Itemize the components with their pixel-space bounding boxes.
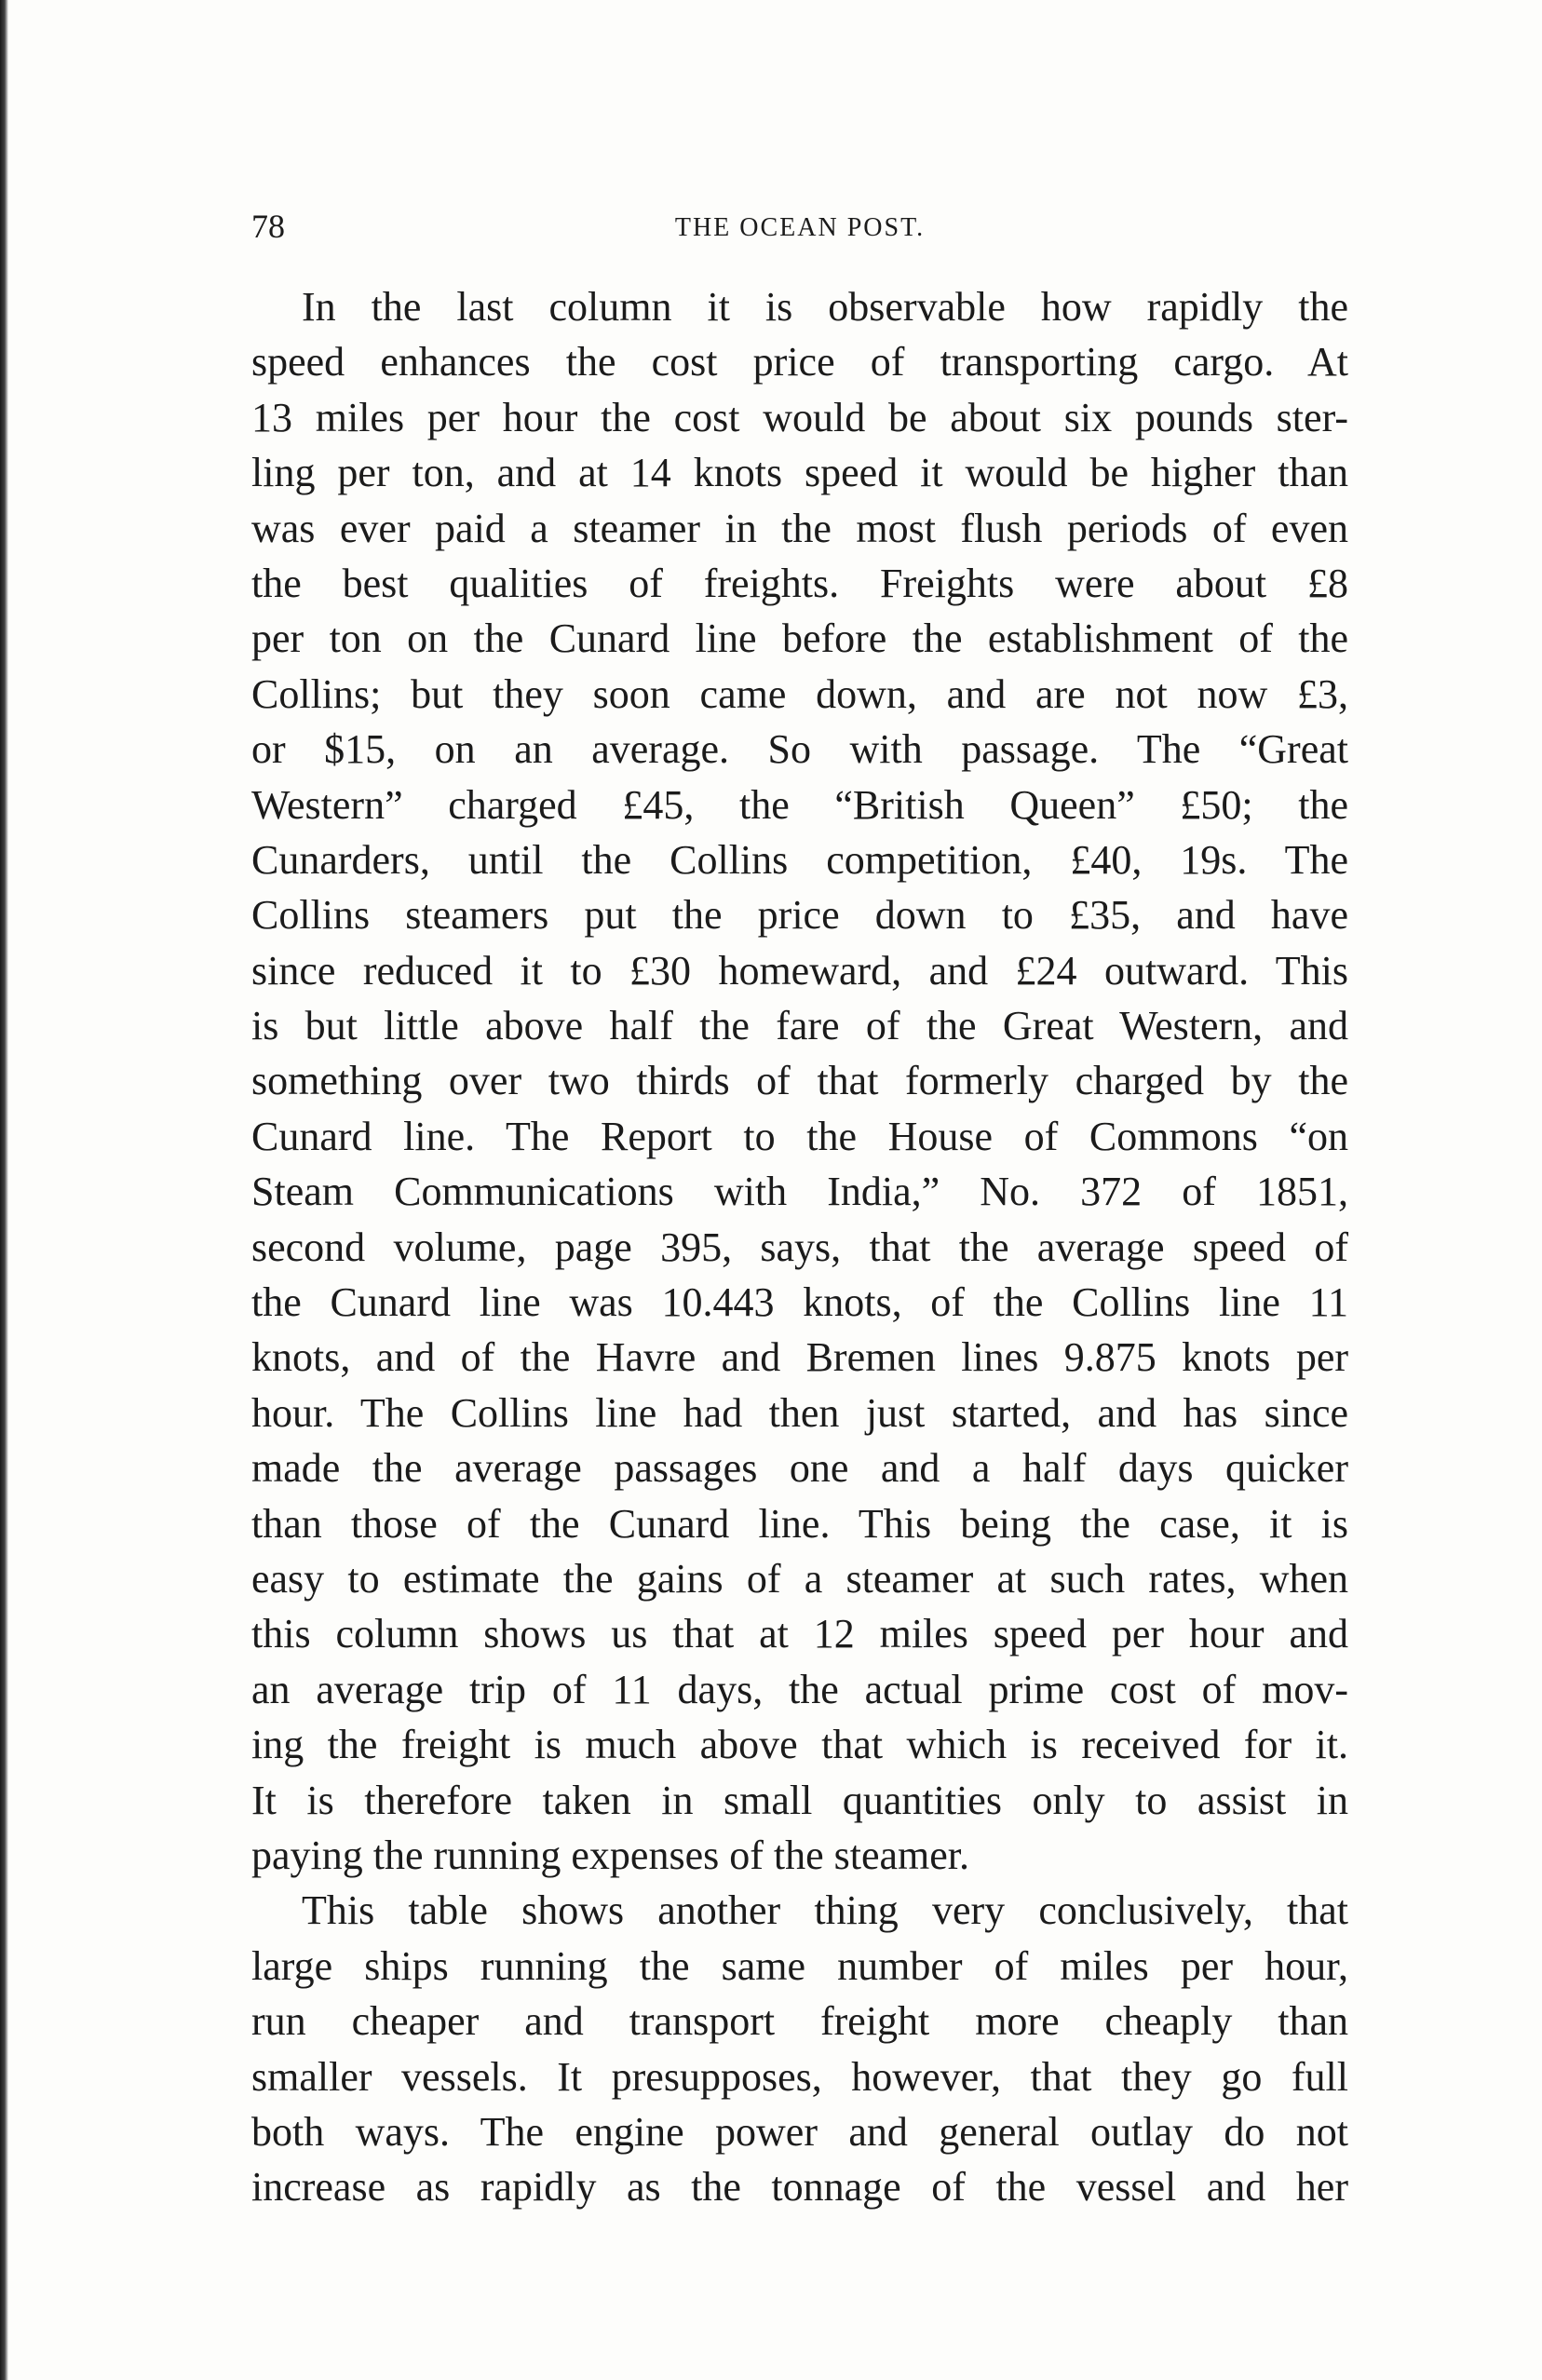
text-line: per ton on the Cunard line before the establishment of the bbox=[251, 615, 1348, 662]
text-line: than those of the Cunard line. This being the case, it is bbox=[251, 1500, 1348, 1547]
text-line: the best qualities of freights. Freights were about £8 bbox=[251, 560, 1348, 606]
text-line: Cunard line. The Report to the House of Commons “on bbox=[251, 1113, 1348, 1159]
text-line: In the last column it is observable how rapidly the bbox=[302, 284, 1348, 330]
text-line: It is therefore taken in small quantities only to assist in bbox=[251, 1777, 1348, 1823]
body-text bbox=[251, 279, 1348, 2215]
text-line: made the average passages one and a half days quicker bbox=[251, 1445, 1348, 1492]
text-line: Collins steamers put the price down to £35, and have bbox=[251, 892, 1348, 939]
text-line: Steam Communications with India,” No. 372 of 1851, bbox=[251, 1169, 1348, 1215]
text-line: Western” charged £45, the “British Queen” £50; the bbox=[251, 781, 1348, 828]
text-line: run cheaper and transport freight more cheaply than bbox=[251, 1998, 1348, 2045]
text-line: was ever paid a steamer in the most flush periods of even bbox=[251, 505, 1348, 551]
paragraph bbox=[251, 1883, 1348, 2214]
text-line: This table shows another thing very conclusively, that bbox=[302, 1887, 1348, 1934]
text-line: smaller vessels. It presupposes, however, that they go full bbox=[251, 2053, 1348, 2100]
text-line: increase as rapidly as the tonnage of the vessel and her bbox=[251, 2164, 1348, 2211]
page-number: 78 bbox=[251, 208, 285, 245]
text-line: or $15, on an average. So with passage. The “Great bbox=[251, 726, 1348, 773]
text-line: ing the freight is much above that which is received for it. bbox=[251, 1722, 1348, 1768]
text-line: paying the running expenses of the steamer. bbox=[251, 1832, 970, 1878]
text-line: an average trip of 11 days, the actual prime cost of mov- bbox=[251, 1666, 1348, 1712]
text-line: ling per ton, and at 14 knots speed it would be higher than bbox=[251, 450, 1348, 496]
paragraph bbox=[251, 279, 1348, 1883]
text-line: knots, and of the Havre and Bremen lines 9.875 knots per bbox=[251, 1334, 1348, 1381]
running-head bbox=[251, 203, 1348, 250]
text-line: speed enhances the cost price of transporting cargo. At bbox=[251, 339, 1348, 385]
text-line: large ships running the same number of miles per hour, bbox=[251, 1942, 1348, 1989]
text-line: is but little above half the fare of the Great Western, and bbox=[251, 1003, 1348, 1049]
text-line: second volume, page 395, says, that the average speed of bbox=[251, 1224, 1348, 1270]
text-line: Collins; but they soon came down, and are not now £3, bbox=[251, 670, 1348, 717]
running-title: THE OCEAN POST. bbox=[674, 213, 926, 242]
page-edge-shadow bbox=[0, 0, 8, 2380]
text-line: since reduced it to £30 homeward, and £24 outward. This bbox=[251, 947, 1348, 994]
text-line: this column shows us that at 12 miles speed per hour and bbox=[251, 1611, 1348, 1657]
text-line: Cunarders, until the Collins competition, £40, 19s. The bbox=[251, 836, 1348, 883]
text-line: both ways. The engine power and general outlay do not bbox=[251, 2108, 1348, 2155]
text-line: the Cunard line was 10.443 knots, of the Collins line 11 bbox=[251, 1279, 1348, 1326]
text-line: hour. The Collins line had then just started, and has since bbox=[251, 1389, 1348, 1436]
text-line: 13 miles per hour the cost would be about six pounds ster- bbox=[251, 394, 1348, 440]
text-line: something over two thirds of that formerly charged by the bbox=[251, 1058, 1348, 1104]
text-line: easy to estimate the gains of a steamer at such rates, when bbox=[251, 1555, 1348, 1602]
